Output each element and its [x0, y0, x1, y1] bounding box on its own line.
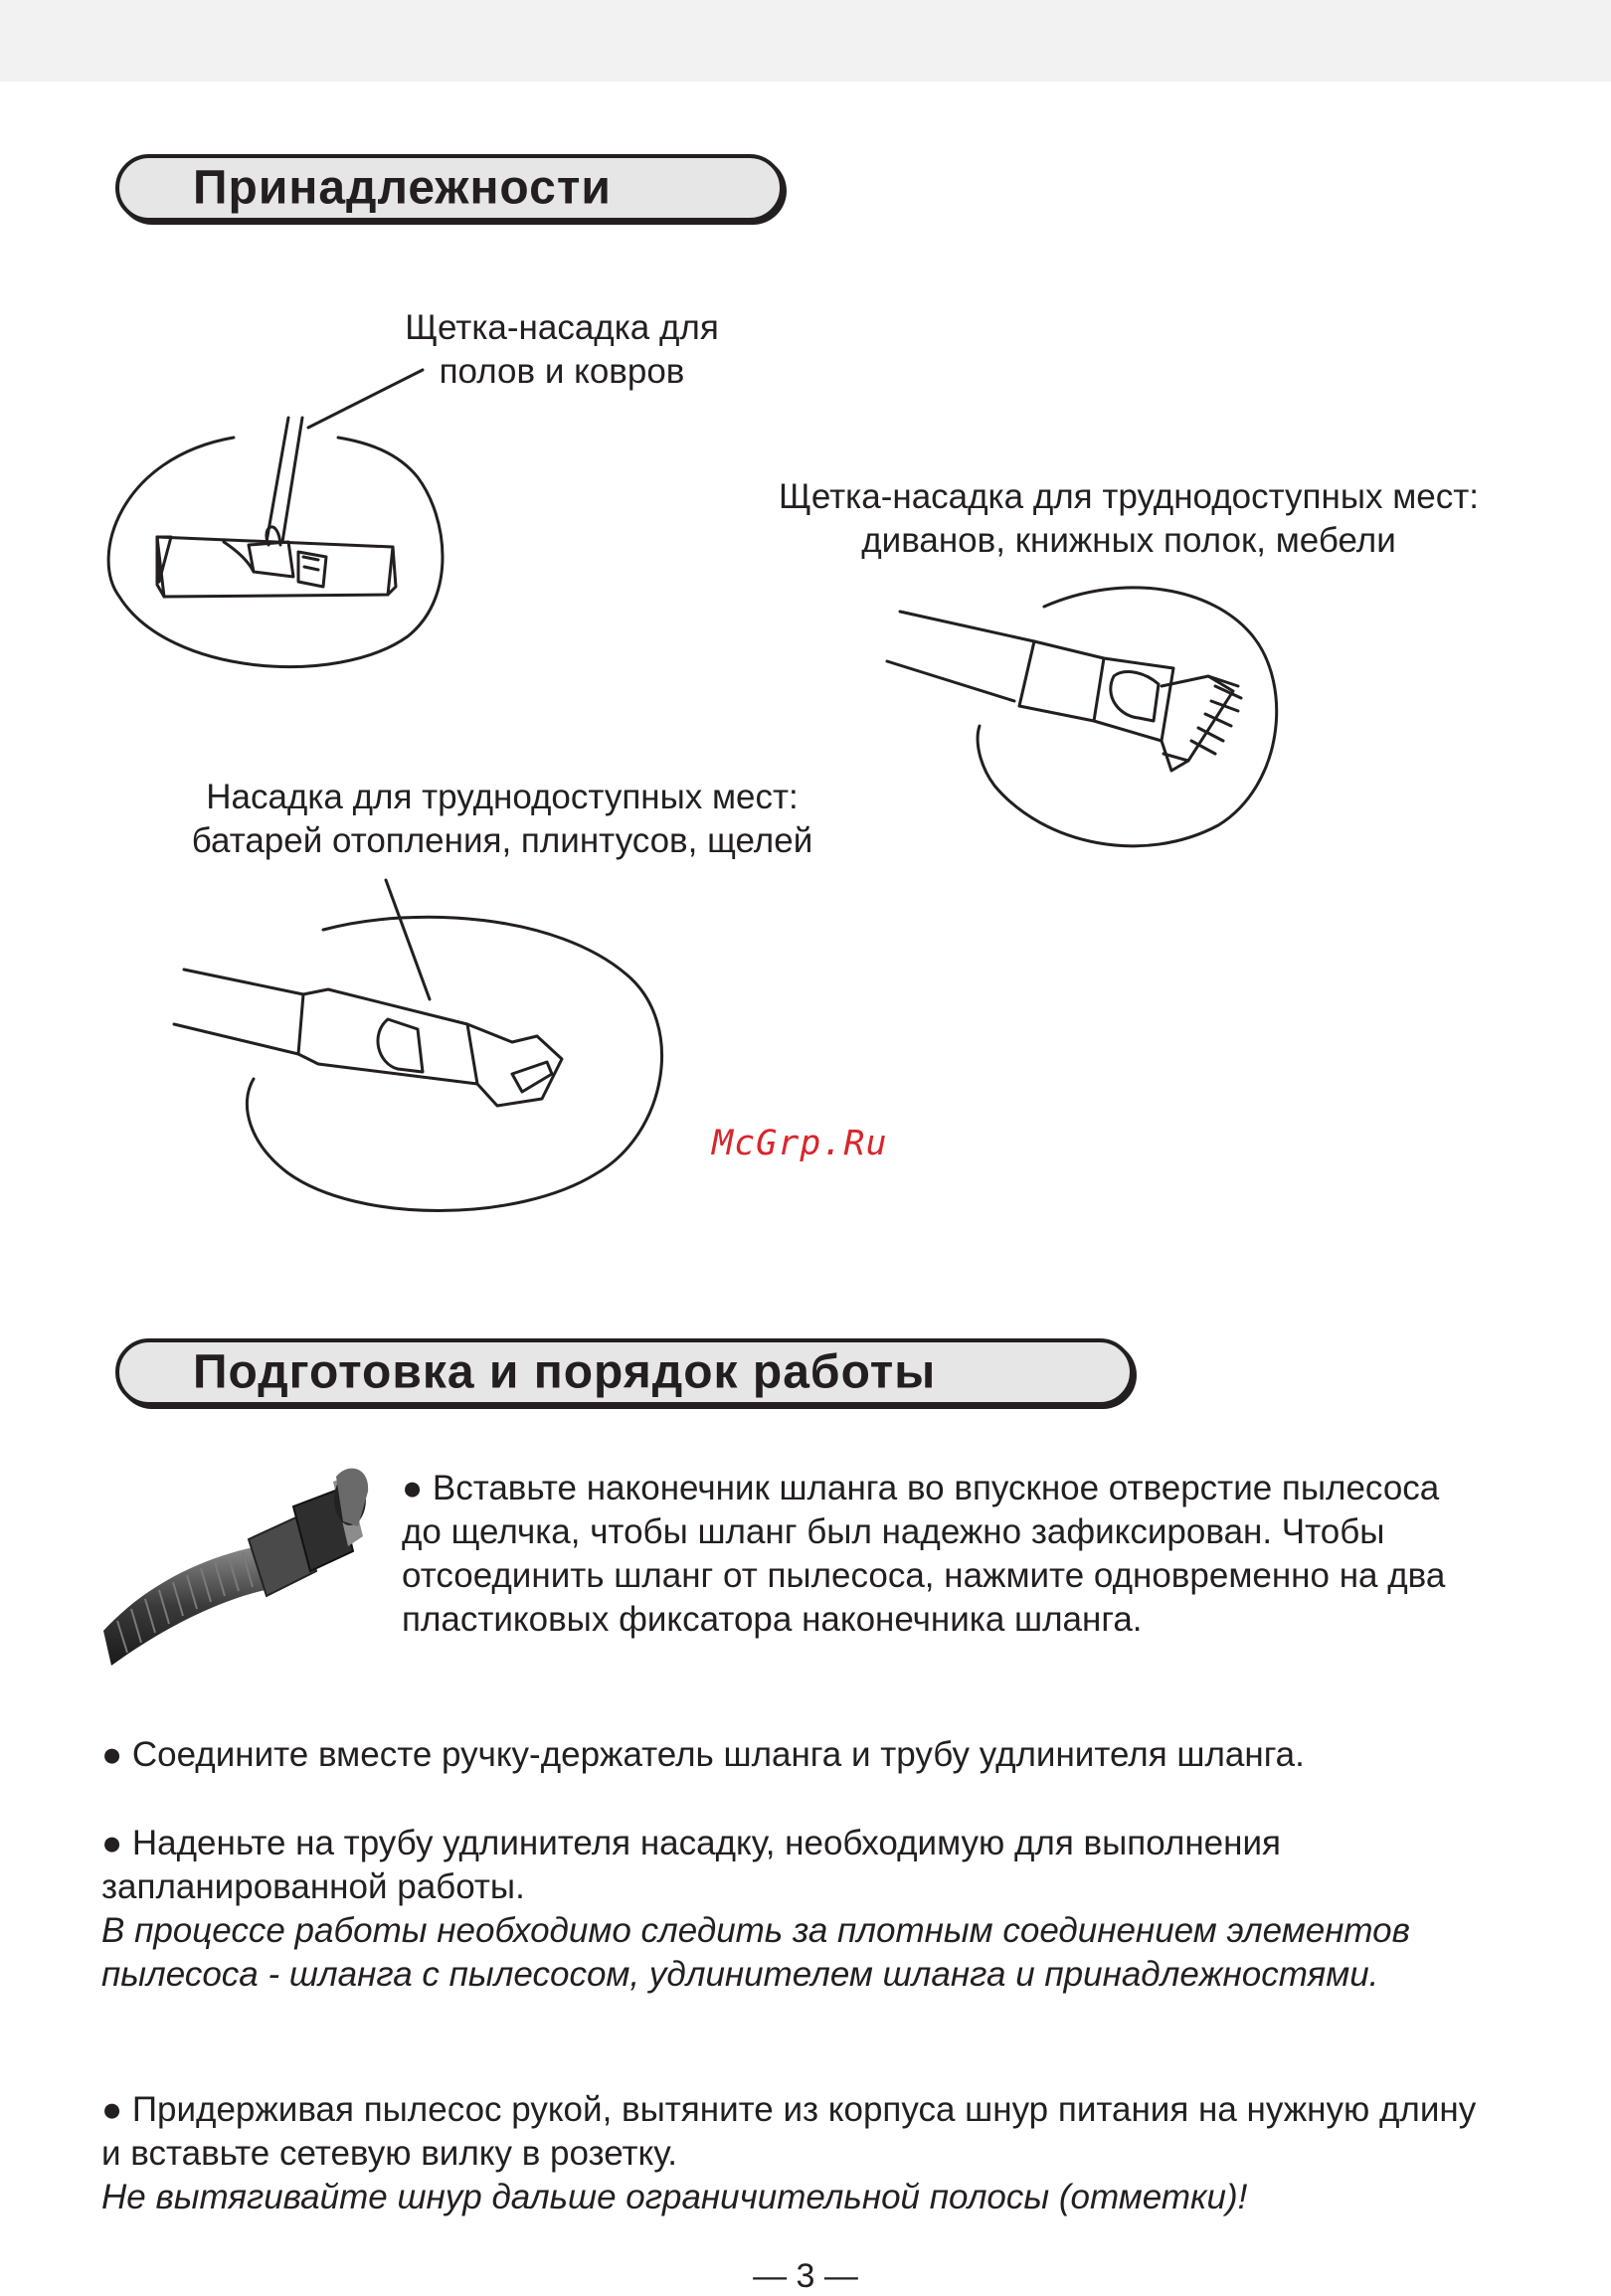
page-number: — 3 —: [753, 2257, 858, 2295]
instruction-item-3: ● Наденьте на трубу удлинителя насадку, необходимую для выполнения запланированной работы. В процессе работы необходимо следить за плотным соединением элементов пылесоса - шланга с пылесосом, удлинителем шланга и принадлежностями.: [101, 1822, 1494, 1997]
section-title-text: Принадлежности: [193, 161, 612, 215]
instruction-item-4: ● Придерживая пылесос рукой, вытяните из корпуса шнур питания на нужную длину и вставьте сетевую вилку в розетку. Не вытягивайте шнур дальше ограничительной полосы (отметки)!: [101, 2088, 1494, 2219]
instruction-item-1: ● Вставьте наконечник шланга во впускное отверстие пылесоса до щелчка, чтобы шланг был надежно зафиксирован. Чтобы отсоединить шланг от пылесоса, нажмите одновременно на два пластиковых фиксатора наконечника шланга.: [402, 1469, 1446, 1639]
instruction-item-2: ● Соедините вместе ручку-держатель шланга и трубу удлинителя шланга.: [101, 1735, 1305, 1774]
caption-furniture-brush: Щетка-насадка для труднодоступных мест: диванов, книжных полок, мебели: [779, 477, 1479, 560]
caption-floor-brush: Щетка-насадка для полов и ковров: [405, 308, 719, 391]
instruction-note: В процессе работы необходимо следить за плотным соединением элементов пылесоса - шланга с пылесосом, удлинителем шланга и принадлежностями.: [101, 1911, 1410, 1994]
section-title-text: Подготовка и порядок работы: [193, 1345, 937, 1399]
watermark: McGrp.Ru: [712, 1124, 888, 1163]
instruction-note: Не вытягивайте шнур дальше ограничительной полосы (отметки)!: [101, 2178, 1248, 2216]
caption-crevice-nozzle: Насадка для труднодоступных мест: батарей отопления, плинтусов, щелей: [191, 778, 813, 860]
